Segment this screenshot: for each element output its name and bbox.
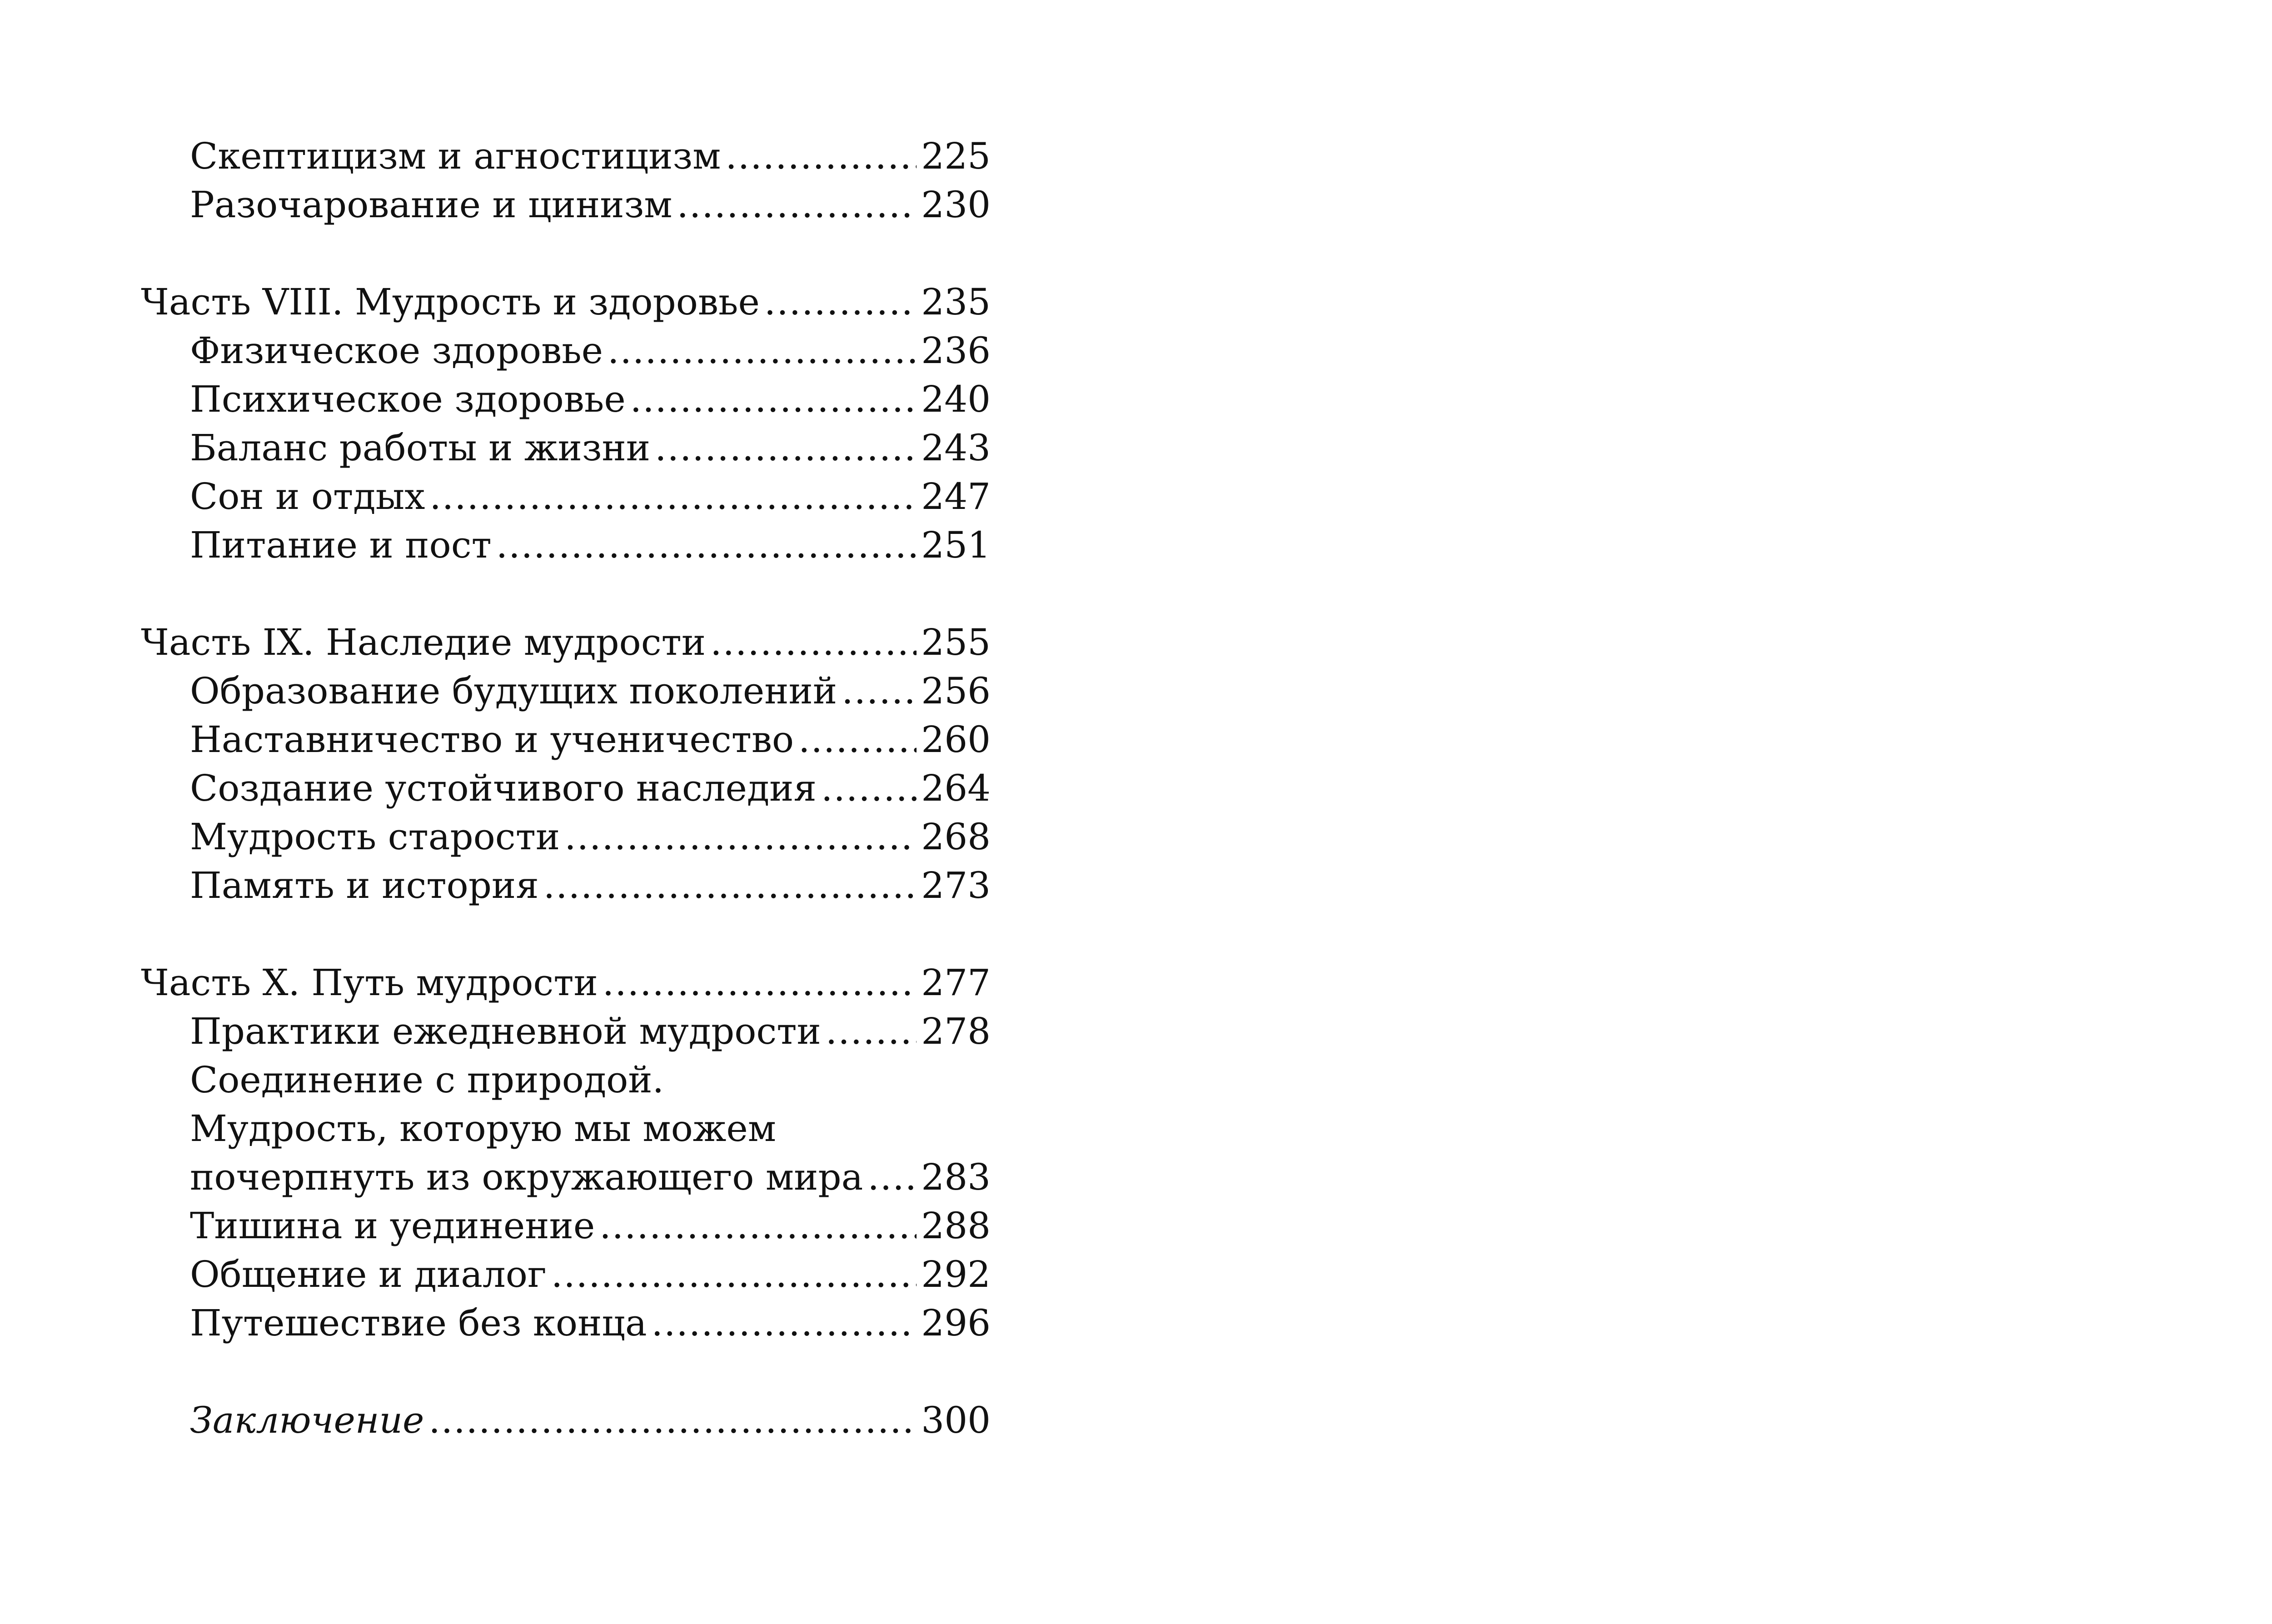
toc-entry-title-line: Мудрость, которую мы можем [190,1107,776,1150]
toc-entry-title-line: Соединение с природой. [190,1059,664,1101]
toc-entry [141,1250,991,1299]
toc-entry [141,180,991,229]
dot-leader [599,1201,917,1250]
dot-leader [564,812,917,861]
dot-leader [764,278,917,326]
toc-entry-title: Наставничество и ученичество [190,718,794,761]
toc-entry [141,1299,991,1347]
dot-leader [429,472,917,521]
toc-part-page: 277 [921,961,991,1004]
toc-conclusion-page: 300 [921,1399,991,1441]
toc-entry [141,375,991,423]
spacer [141,569,991,618]
toc-entry-title: Скептицизм и агностицизм [190,135,721,177]
toc-conclusion [141,1396,991,1445]
toc-entry-page: 240 [921,378,991,420]
toc-entry [141,812,991,861]
dot-leader [725,132,917,180]
toc-entry-page: 296 [921,1302,991,1344]
toc-entry-page: 225 [921,135,991,177]
toc-part-heading [141,958,991,1007]
toc-entry-page: 273 [921,864,991,907]
dot-leader [551,1250,917,1299]
toc-entry-page: 230 [921,184,991,226]
toc-entry [141,1201,991,1250]
toc-entry-title: Память и история [190,864,539,907]
toc-entry-page: 264 [921,767,991,809]
dot-leader [603,958,917,1007]
dot-leader [496,521,917,569]
toc-part-page: 255 [921,621,991,663]
toc-entry-title: Разочарование и цинизм [190,184,673,226]
dot-leader [630,375,917,423]
toc-entry-page: 268 [921,816,991,858]
dot-leader [826,1007,917,1056]
dot-leader [710,618,917,667]
toc-entry-title: Общение и диалог [190,1253,547,1295]
toc-part-title: Часть X. Путь мудрости [141,961,598,1004]
toc-entry-title: Психическое здоровье [190,378,626,420]
toc-entry-page: 292 [921,1253,991,1295]
dot-leader [842,667,917,715]
toc-entry-title: Питание и пост [190,524,492,566]
toc-entry-page: 260 [921,718,991,761]
dot-leader [652,1299,917,1347]
toc-entry-title-line: почерпнуть из окружающего мира [190,1156,863,1198]
toc-entry-page: 283 [921,1156,991,1198]
toc-entry [141,1007,991,1056]
toc-entry-title: Физическое здоровье [190,329,603,372]
toc-entry [141,715,991,764]
toc-entry-page: 247 [921,475,991,518]
toc-part-title: Часть VIII. Мудрость и здоровье [141,281,760,323]
toc-entry [141,764,991,812]
toc-entry-title: Баланс работы и жизни [190,427,651,469]
toc-entry [141,132,991,180]
toc-entry-page: 278 [921,1010,991,1052]
toc-entry [141,423,991,472]
dot-leader [821,764,917,812]
toc-entry-page: 243 [921,427,991,469]
toc-entry-page: 251 [921,524,991,566]
spacer [141,1347,991,1396]
toc-entry-title: Практики ежедневной мудрости [190,1010,821,1052]
dot-leader [608,326,917,375]
toc-part-title: Часть IX. Наследие мудрости [141,621,706,663]
toc-part-heading [141,278,991,326]
spacer [141,910,991,958]
toc-part-page: 235 [921,281,991,323]
table-of-contents [141,132,991,1445]
toc-entry-title: Тишина и уединение [190,1205,595,1247]
toc-entry-title: Сон и отдых [190,475,425,518]
dot-leader [677,180,917,229]
spacer [141,229,991,278]
toc-entry-page: 256 [921,670,991,712]
toc-entry-title: Образование будущих поколений [190,670,837,712]
toc-entry [141,472,991,521]
toc-entry-page: 236 [921,329,991,372]
toc-entry-title: Путешествие без конца [190,1302,647,1344]
dot-leader [867,1153,917,1201]
dot-leader [543,861,917,910]
toc-entry-title: Мудрость старости [190,816,560,858]
toc-entry-page: 288 [921,1205,991,1247]
toc-entry [141,326,991,375]
dot-leader [655,423,917,472]
toc-entry [141,667,991,715]
toc-entry [141,1153,991,1201]
toc-entry-title: Создание устойчивого наследия [190,767,817,809]
dot-leader [798,715,917,764]
toc-entry [141,861,991,910]
dot-leader [428,1396,917,1445]
toc-part-heading [141,618,991,667]
toc-conclusion-title: Заключение [190,1399,424,1441]
toc-entry [141,521,991,569]
